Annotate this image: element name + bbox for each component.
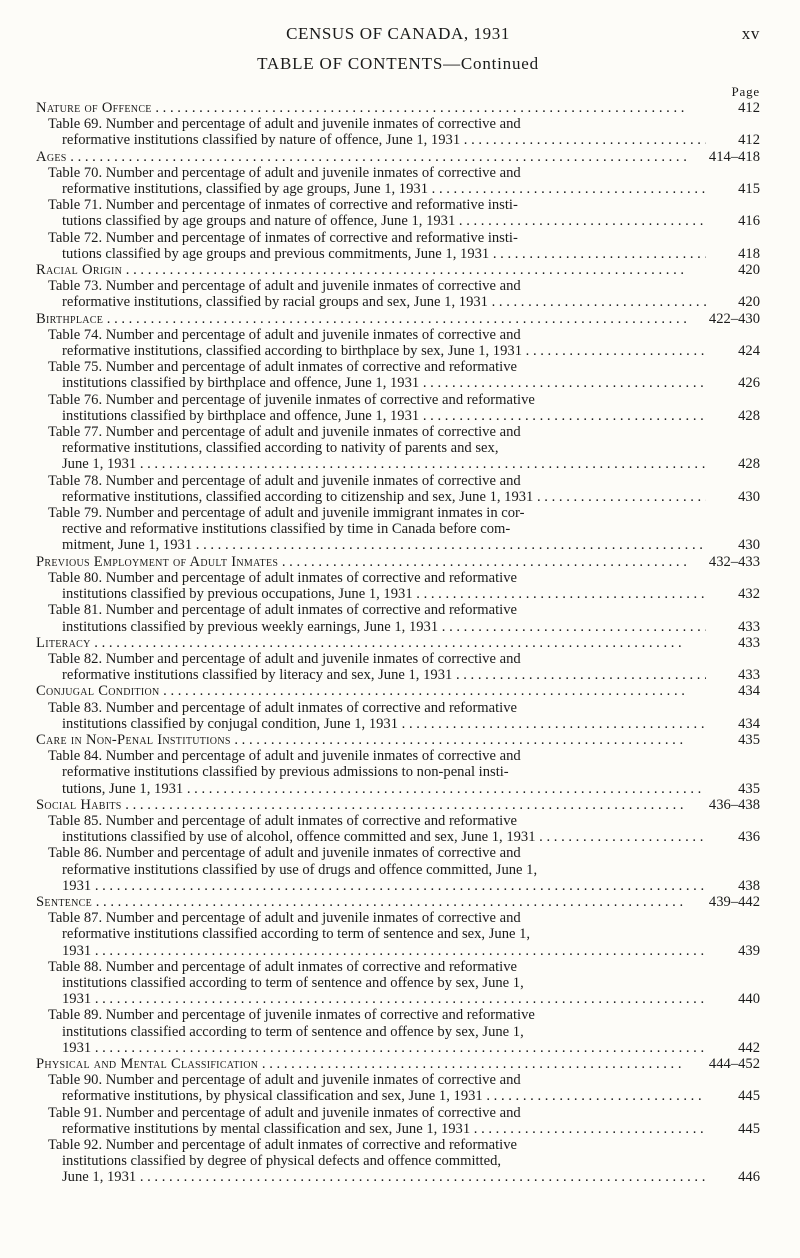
entry-text: institutions classified by degree of physical defects and offence committed, [62, 1153, 502, 1170]
entry-text: Table 86. Number and percentage of adult and juvenile inmates of corrective and [48, 845, 521, 862]
entry-text-last: institutions classified by use of alcohol, offence committed and sex, June 1, 1931 . . . [62, 829, 706, 845]
toc-table-entry [36, 1105, 760, 1137]
entry-text-last: reformative institutions classified by literacy and sex, June 1, 1931 . . . [62, 667, 706, 683]
entry-text: Table 70. Number and percentage of adult and juvenile inmates of corrective and [48, 164, 521, 181]
section-label: Social Habits [36, 796, 122, 813]
entry-text-last: institutions classified by birthplace and offence, June 1, 1931 . . . [62, 408, 706, 424]
entry-page: 424 [738, 343, 760, 360]
toc-table-entry [36, 392, 760, 424]
entry-page: 435 [738, 780, 760, 797]
entry-page: 428 [738, 456, 760, 473]
entry-text: reformative institutions classified by previous admissions to non-penal insti- [62, 764, 509, 781]
toc-table-entry [36, 197, 760, 229]
section-page: 433 [738, 634, 760, 651]
entry-text-last: reformative institutions, classified by racial groups and sex, June 1, 1931 . . . [62, 294, 706, 310]
entry-text-last: tutions classified by age groups and nature of offence, June 1, 1931 . . . [62, 213, 706, 229]
toc-table-entry [36, 424, 760, 473]
section-page: 435 [738, 731, 760, 748]
section-page: 439–442 [708, 893, 760, 910]
toc-section [36, 149, 760, 165]
entry-text-last: reformative institutions, classified according to citizenship and sex, June 1, 1931 . . . [62, 489, 706, 505]
section-page: 420 [738, 262, 760, 279]
section-page: 414–418 [708, 148, 760, 165]
entry-text-last: mitment, June 1, 1931 . . . [62, 537, 706, 553]
section-page: 444–452 [708, 1055, 760, 1072]
entry-page: 445 [738, 1088, 760, 1105]
toc-section [36, 635, 760, 651]
page-column-label: Page [731, 84, 760, 99]
entry-text-last: tutions, June 1, 1931 . . . [62, 781, 706, 797]
running-title: CENSUS OF CANADA, 1931 [286, 24, 510, 43]
entry-text-last: tutions classified by age groups and previous commitments, June 1, 1931 . . . [62, 246, 706, 262]
entry-text-last: institutions classified by previous weekly earnings, June 1, 1931 . . . [62, 619, 706, 635]
entry-text: Table 78. Number and percentage of adult and juvenile inmates of corrective and [48, 472, 521, 489]
toc-section [36, 311, 760, 327]
toc-table-entry [36, 1007, 760, 1056]
entry-text: Table 91. Number and percentage of adult and juvenile inmates of corrective and [48, 1104, 521, 1121]
entry-text-last: institutions classified by birthplace and offence, June 1, 1931 . . . [62, 375, 706, 391]
toc-table-entry [36, 165, 760, 197]
section-label: Conjugal Condition [36, 683, 160, 700]
entry-text: reformative institutions classified according to term of sentence and sex, June 1, [62, 926, 531, 943]
entry-text: rective and reformative institutions classified by time in Canada before com- [62, 521, 511, 538]
section-label: Physical and Mental Classification [36, 1055, 259, 1072]
entry-text-last: 1931 . . . [62, 878, 706, 894]
entry-text: Table 82. Number and percentage of adult and juvenile inmates of corrective and [48, 650, 521, 667]
toc-table-entry [36, 505, 760, 554]
entry-text-last: institutions classified by previous occupations, June 1, 1931 . . . [62, 586, 706, 602]
entry-page: 442 [738, 1039, 760, 1056]
entry-page: 426 [738, 375, 760, 392]
entry-page: 416 [738, 213, 760, 230]
entry-text: reformative institutions, classified according to nativity of parents and sex, [62, 440, 499, 457]
section-page: 432–433 [708, 553, 760, 570]
section-label: Birthplace [36, 310, 104, 327]
toc-section [36, 100, 760, 116]
entry-text: Table 81. Number and percentage of adult inmates of corrective and reformative [48, 602, 518, 619]
entry-text: Table 69. Number and percentage of adult and juvenile inmates of corrective and [48, 116, 521, 133]
toc-title: TABLE OF CONTENTS—Continued [257, 54, 539, 73]
entry-text-last: reformative institutions by mental classification and sex, June 1, 1931 . . . [62, 1121, 706, 1137]
entry-page: 440 [738, 991, 760, 1008]
section-label: Sentence [36, 893, 93, 910]
entry-text-last: June 1, 1931 . . . [62, 456, 706, 472]
toc-table-entry [36, 1137, 760, 1186]
entry-text: reformative institutions classified by use of drugs and offence committed, June 1, [62, 861, 538, 878]
entry-text: Table 80. Number and percentage of adult inmates of corrective and reformative [48, 569, 518, 586]
entry-text: Table 77. Number and percentage of adult and juvenile inmates of corrective and [48, 424, 521, 441]
toc-table-entry [36, 278, 760, 310]
entry-text-last: reformative institutions, by physical classification and sex, June 1, 1931 . . . [62, 1088, 706, 1104]
toc-section [36, 732, 760, 748]
toc-table-entry [36, 813, 760, 845]
entry-page: 434 [738, 715, 760, 732]
section-label: Nature of Offence [36, 100, 152, 116]
entry-text-last: 1931 . . . [62, 1040, 706, 1056]
toc-table-entry [36, 359, 760, 391]
entry-text-last: reformative institutions, classified according to birthplace by sex, June 1, 1931 . . . [62, 343, 706, 359]
toc-section [36, 262, 760, 278]
section-label: Previous Employment of Adult Inmates [36, 553, 279, 570]
entry-page: 430 [738, 537, 760, 554]
entry-page: 439 [738, 942, 760, 959]
entry-text-last: 1931 . . . [62, 991, 706, 1007]
entry-text: Table 89. Number and percentage of juvenile inmates of corrective and reformative [48, 1007, 535, 1024]
section-page: 422–430 [708, 310, 760, 327]
entry-text: Table 72. Number and percentage of inmates of corrective and reformative insti- [48, 229, 518, 246]
entry-page: 418 [738, 245, 760, 262]
section-label: Racial Origin [36, 262, 123, 279]
entry-text: institutions classified according to term of sentence and offence by sex, June 1, [62, 974, 524, 991]
toc-table-entry [36, 1072, 760, 1104]
entry-text: Table 76. Number and percentage of juvenile inmates of corrective and reformative [48, 391, 535, 408]
section-page: 434 [738, 683, 760, 700]
toc-table-entry [36, 700, 760, 732]
toc-section [36, 894, 760, 910]
toc-section [36, 1056, 760, 1072]
section-label: Care in Non-Penal Institutions [36, 731, 231, 748]
entry-text: Table 75. Number and percentage of adult inmates of corrective and reformative [48, 359, 518, 376]
toc-table-entry [36, 570, 760, 602]
entry-page: 445 [738, 1120, 760, 1137]
entry-text-last: 1931 . . . [62, 943, 706, 959]
entry-page: 438 [738, 877, 760, 894]
entry-page: 433 [738, 667, 760, 684]
section-label: Literacy [36, 634, 91, 651]
entry-text: Table 87. Number and percentage of adult and juvenile inmates of corrective and [48, 910, 521, 927]
entry-text: Table 79. Number and percentage of adult and juvenile immigrant inmates in cor- [48, 505, 525, 522]
toc-table-entry [36, 651, 760, 683]
entry-text: Table 73. Number and percentage of adult and juvenile inmates of corrective and [48, 278, 521, 295]
toc-table-entry [36, 473, 760, 505]
entry-text: Table 71. Number and percentage of inmates of corrective and reformative insti- [48, 197, 518, 214]
page-number: xv [741, 24, 760, 43]
entry-page: 420 [738, 294, 760, 311]
entry-page: 412 [738, 132, 760, 149]
entry-text-last: reformative institutions, classified by age groups, June 1, 1931 . . . [62, 181, 706, 197]
entry-text: Table 83. Number and percentage of adult inmates of corrective and reformative [48, 699, 518, 716]
section-page: 412 [738, 100, 760, 116]
toc-table-entry [36, 845, 760, 894]
entry-page: 433 [738, 618, 760, 635]
entry-text: Table 88. Number and percentage of adult inmates of corrective and reformative [48, 958, 518, 975]
entry-page: 430 [738, 488, 760, 505]
entry-text-last: June 1, 1931 . . . [62, 1169, 706, 1185]
running-head [36, 24, 760, 50]
entry-text: Table 85. Number and percentage of adult inmates of corrective and reformative [48, 812, 518, 829]
toc-section [36, 683, 760, 699]
toc-table-entry [36, 327, 760, 359]
entry-text: Table 90. Number and percentage of adult and juvenile inmates of corrective and [48, 1072, 521, 1089]
entry-text: Table 84. Number and percentage of adult and juvenile inmates of corrective and [48, 748, 521, 765]
toc-table-entry [36, 910, 760, 959]
entry-page: 446 [738, 1169, 760, 1186]
entry-text-last: institutions classified by conjugal condition, June 1, 1931 . . . [62, 716, 706, 732]
toc-table-entry [36, 602, 760, 634]
entry-page: 432 [738, 586, 760, 603]
entry-text: Table 92. Number and percentage of adult inmates of corrective and reformative [48, 1137, 518, 1153]
entry-page: 415 [738, 181, 760, 198]
entry-page: 436 [738, 829, 760, 846]
entry-text-last: reformative institutions classified by nature of offence, June 1, 1931 . . . [62, 132, 706, 148]
toc-table-entry [36, 748, 760, 797]
toc-table-entry [36, 959, 760, 1008]
entry-page: 428 [738, 407, 760, 424]
toc-section [36, 797, 760, 813]
entry-text: Table 74. Number and percentage of adult and juvenile inmates of corrective and [48, 326, 521, 343]
section-label: Ages [36, 148, 67, 165]
entry-text: institutions classified according to term of sentence and offence by sex, June 1, [62, 1023, 524, 1040]
toc-list [36, 100, 760, 1186]
toc-table-entry [36, 230, 760, 262]
toc-section [36, 554, 760, 570]
toc-table-entry [36, 116, 760, 148]
section-page: 436–438 [708, 796, 760, 813]
